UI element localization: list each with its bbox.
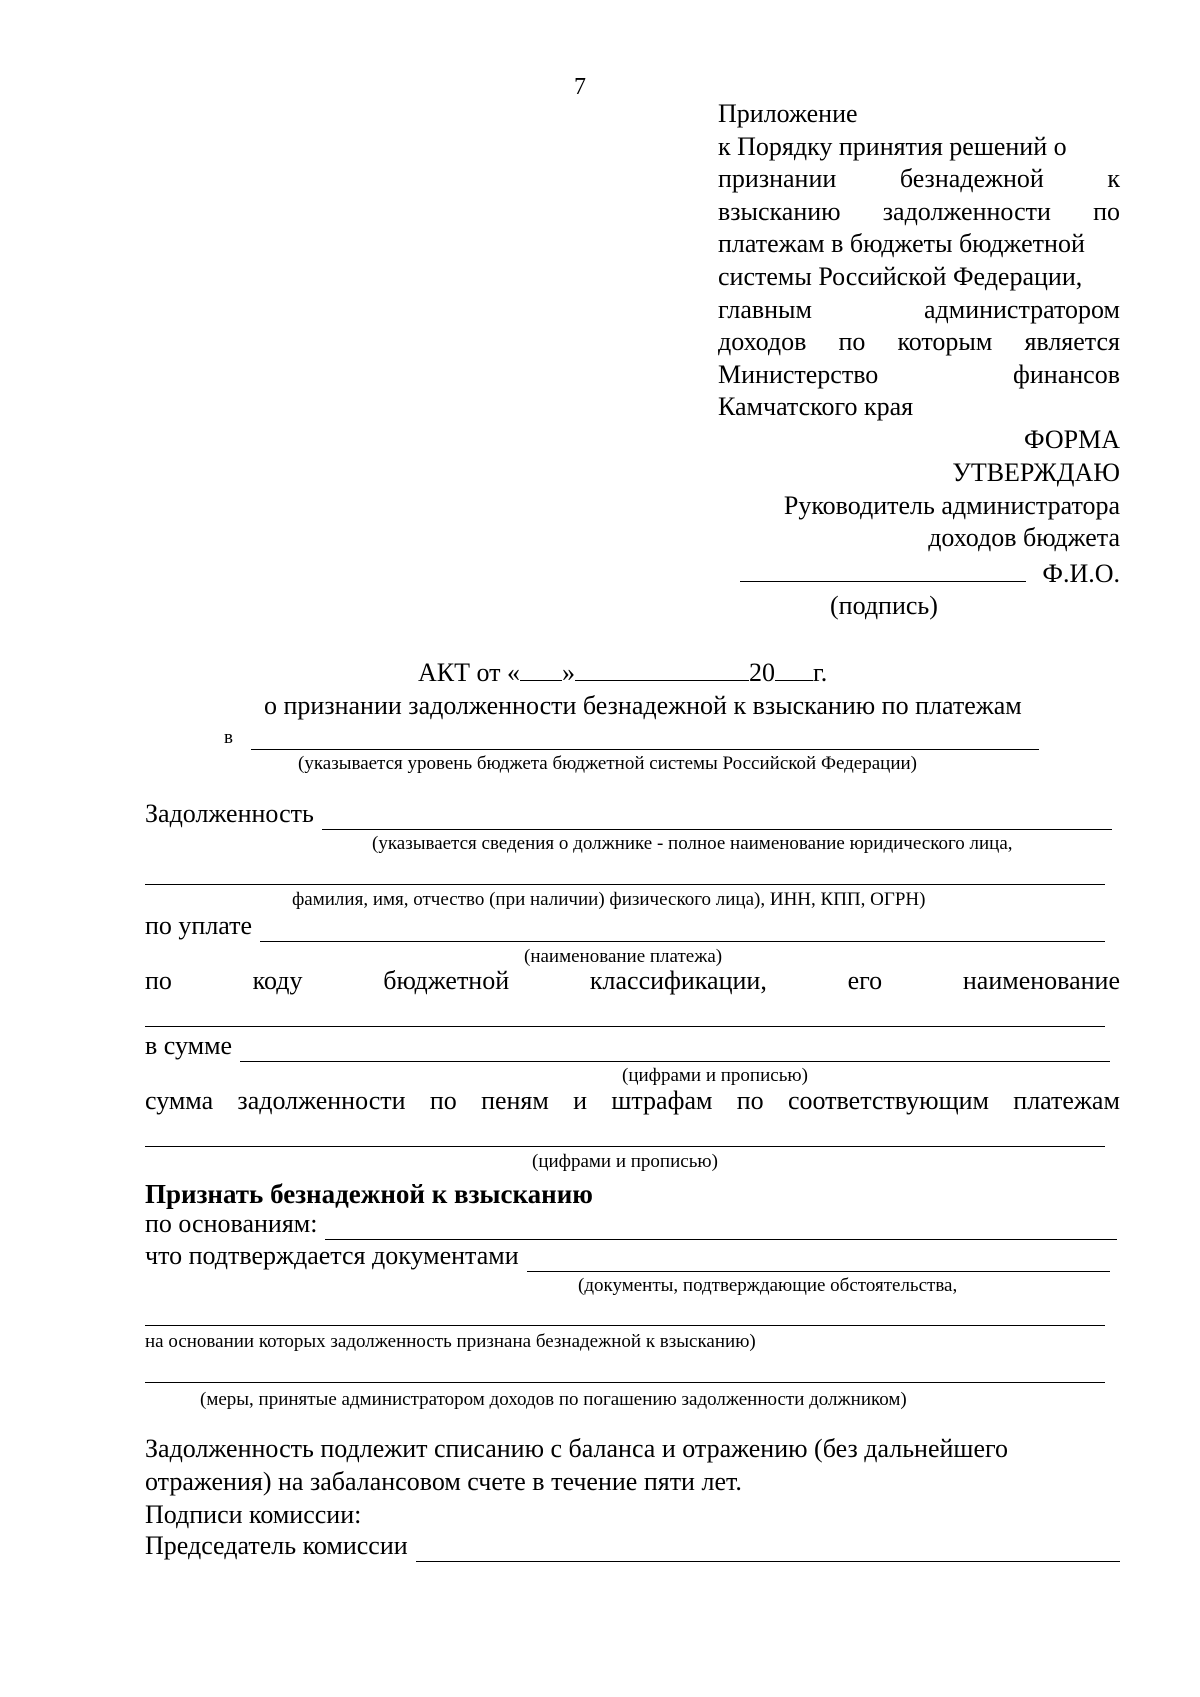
appendix-line	[718, 196, 1120, 229]
penalty-word: соответствующим	[787, 1086, 989, 1115]
docs-field-line2[interactable]	[145, 1325, 1105, 1326]
grounds-label: по основаниям:	[145, 1209, 318, 1238]
head-title-line: Руководитель администратора	[783, 490, 1120, 520]
debt-label: Задолженность	[145, 799, 314, 828]
debt-row	[145, 798, 1112, 830]
signature-caption: (подпись)	[830, 591, 938, 620]
appendix-word: признании	[718, 164, 837, 194]
kbk-word: его	[847, 966, 883, 995]
kbk-word: наименование	[962, 966, 1120, 995]
appendix-line	[718, 359, 1120, 392]
head-title-line: доходов бюджета	[928, 523, 1120, 553]
act-year-prefix: 20	[749, 658, 776, 687]
penalty-word: штрафам	[611, 1086, 713, 1115]
kbk-word: по	[145, 966, 172, 995]
payment-field[interactable]	[260, 919, 1105, 942]
chairman-row	[145, 1530, 1120, 1562]
penalty-caption: (цифрами и прописью)	[532, 1151, 718, 1172]
payment-label: по уплате	[145, 911, 253, 940]
appendix-block	[718, 98, 1120, 424]
budget-in-label: в	[224, 727, 233, 748]
appendix-word: по	[838, 327, 866, 357]
closing-line: отражения) на забалансовом счете в течение пяти лет.	[145, 1467, 742, 1496]
penalty-word: пеням	[481, 1086, 549, 1115]
signatures-label: Подписи комиссии:	[145, 1500, 362, 1529]
appendix-line	[718, 294, 1120, 327]
appendix-line: Приложение	[718, 99, 858, 128]
grounds-row	[145, 1208, 1117, 1240]
act-subtitle: о признании задолженности безнадежной к взысканию по платежам	[264, 691, 1022, 720]
appendix-word: является	[1024, 327, 1120, 357]
chairman-label: Председатель комиссии	[145, 1531, 408, 1560]
budget-row	[224, 726, 1039, 750]
grounds-field[interactable]	[325, 1217, 1117, 1240]
act-day-field[interactable]	[520, 656, 562, 681]
kbk-word: классификации,	[589, 966, 767, 995]
payment-caption: (наименование платежа)	[524, 946, 723, 967]
budget-level-field[interactable]	[251, 729, 1039, 750]
penalty-word: по	[429, 1086, 457, 1115]
debtor-field[interactable]	[322, 807, 1112, 830]
closing-line: Задолженность подлежит списанию с баланса и отражению (без дальнейшего	[145, 1434, 1009, 1463]
debtor-caption-2: фамилия, имя, отчество (при наличии) физического лица), ИНН, КПП, ОГРН)	[292, 889, 926, 910]
appendix-line: платежам в бюджеты бюджетной	[718, 229, 1085, 259]
appendix-word: доходов	[718, 327, 807, 357]
approve-label: УТВЕРЖДАЮ	[952, 457, 1120, 487]
docs-caption: (документы, подтверждающие обстоятельства,	[578, 1275, 958, 1296]
signature-line	[700, 555, 1120, 591]
sum-caption: (цифрами и прописью)	[622, 1065, 808, 1086]
appendix-line	[718, 326, 1120, 359]
recognize-heading: Признать безнадежной к взысканию	[145, 1179, 593, 1209]
appendix-word: администратором	[923, 294, 1120, 324]
appendix-line	[718, 163, 1120, 196]
penalty-word: по	[736, 1086, 764, 1115]
chairman-signature-field[interactable]	[416, 1539, 1120, 1562]
fio-label: Ф.И.О.	[1042, 559, 1120, 589]
act-year-field[interactable]	[775, 656, 813, 681]
budget-caption: (указывается уровень бюджета бюджетной системы Российской Федерации)	[298, 753, 918, 774]
penalty-word: сумма	[145, 1086, 214, 1115]
penalty-field[interactable]	[145, 1146, 1105, 1147]
appendix-line: системы Российской Федерации,	[718, 261, 1083, 291]
penalty-word: и	[573, 1086, 588, 1115]
appendix-line: Камчатского края	[718, 392, 914, 422]
appendix-word: к	[1107, 164, 1120, 194]
act-year-suffix: г.	[813, 658, 828, 687]
docs-caption-2: на основании которых задолженность признана безнадежной к взысканию)	[145, 1331, 756, 1352]
act-title-prefix: АКТ от «	[418, 658, 521, 687]
page-number: 7	[574, 74, 586, 100]
appendix-line: к Порядку принятия решений о	[718, 131, 1067, 161]
appendix-word: задолженности	[882, 196, 1051, 226]
appendix-word: главным	[718, 294, 812, 324]
penalty-word: задолженности	[237, 1086, 406, 1115]
penalty-row	[145, 1085, 1120, 1117]
sum-row	[145, 1030, 1110, 1062]
appendix-word: финансов	[1013, 359, 1120, 389]
measures-caption: (меры, принятые администратором доходов по погашению задолженности должником)	[200, 1389, 907, 1410]
act-month-field[interactable]	[575, 656, 749, 681]
docs-label: что подтверждается документами	[145, 1241, 519, 1270]
appendix-word: которым	[897, 327, 993, 357]
form-label: ФОРМА	[1024, 425, 1120, 454]
signature-field[interactable]	[740, 555, 1026, 582]
kbk-word: бюджетной	[383, 966, 510, 995]
penalty-word: платежам	[1013, 1086, 1120, 1115]
docs-row	[145, 1240, 1110, 1272]
kbk-field[interactable]	[145, 1026, 1105, 1027]
approval-block	[700, 424, 1120, 591]
sum-label: в сумме	[145, 1031, 233, 1060]
debtor-field-line2[interactable]	[145, 884, 1105, 885]
act-title	[418, 656, 827, 689]
payment-row	[145, 910, 1105, 942]
measures-field[interactable]	[145, 1382, 1105, 1383]
sum-field[interactable]	[240, 1039, 1110, 1062]
appendix-word: по	[1093, 196, 1120, 226]
debtor-caption: (указывается сведения о должнике - полное наименование юридического лица,	[372, 833, 1013, 854]
docs-field[interactable]	[527, 1249, 1110, 1272]
act-title-quote: »	[562, 658, 576, 687]
appendix-word: Министерство	[718, 359, 879, 389]
kbk-word: коду	[252, 966, 303, 995]
appendix-word: взысканию	[718, 196, 841, 226]
appendix-word: безнадежной	[899, 164, 1044, 194]
kbk-row	[145, 965, 1120, 997]
